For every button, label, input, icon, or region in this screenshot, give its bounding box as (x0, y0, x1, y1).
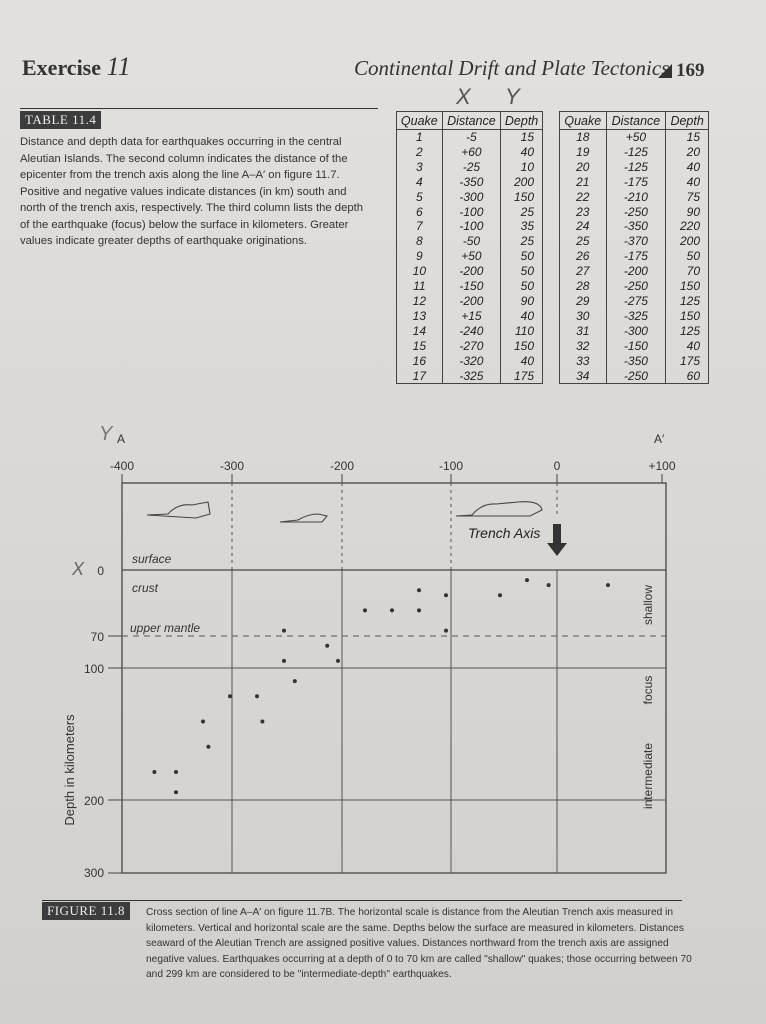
handwritten-x-figure: X (72, 559, 85, 579)
earthquake-point (417, 588, 421, 592)
depth-cell: 75 (666, 190, 709, 205)
distance-cell: +50 (442, 249, 501, 264)
distance-cell: -350 (606, 219, 666, 234)
distance-cell: -200 (442, 294, 501, 309)
trench-arrow-head (547, 543, 567, 556)
island-shape (280, 514, 327, 522)
figure-frame (122, 483, 666, 873)
quake-number-cell: 10 (397, 264, 443, 279)
depth-cell: 125 (666, 324, 709, 339)
label-a-prime: A′ (654, 432, 665, 446)
distance-cell: -250 (606, 369, 666, 384)
surface-label: surface (132, 552, 172, 566)
y-tick-label: 0 (97, 564, 104, 578)
earthquake-point (228, 694, 232, 698)
quake-number-cell: 32 (560, 339, 607, 354)
quake-number-cell: 24 (560, 219, 607, 234)
quake-number-cell: 20 (560, 160, 607, 175)
quake-number-cell: 2 (397, 145, 443, 160)
depth-cell: 90 (501, 294, 543, 309)
quake-number-cell: 6 (397, 205, 443, 220)
quake-number-cell: 31 (560, 324, 607, 339)
depth-cell: 70 (666, 264, 709, 279)
earthquake-point (444, 629, 448, 633)
x-tick-label: -200 (329, 459, 355, 473)
depth-cell: 150 (501, 190, 543, 205)
col-header-distance: Distance (606, 112, 666, 130)
distance-cell: -50 (442, 234, 501, 249)
x-tick-marks (122, 474, 662, 483)
distance-cell: +15 (442, 309, 501, 324)
quake-number-cell: 33 (560, 354, 607, 369)
distance-cell: -210 (606, 190, 666, 205)
depth-cell: 35 (501, 219, 543, 234)
depth-cell: 175 (666, 354, 709, 369)
quake-number-cell: 19 (560, 145, 607, 160)
quake-number-cell: 28 (560, 279, 607, 294)
earthquake-point (547, 583, 551, 587)
depth-cell: 90 (666, 205, 709, 220)
distance-cell: -100 (442, 219, 501, 234)
col-header-depth: Depth (666, 112, 709, 130)
quake-number-cell: 25 (560, 234, 607, 249)
distance-cell: +50 (606, 130, 666, 145)
earthquake-point (260, 720, 264, 724)
quake-number-cell: 34 (560, 369, 607, 384)
distance-cell: -150 (442, 279, 501, 294)
quake-number-cell: 27 (560, 264, 607, 279)
depth-cell: 150 (666, 279, 709, 294)
depth-cell: 150 (666, 309, 709, 324)
quake-number-cell: 30 (560, 309, 607, 324)
island-shape (147, 502, 210, 518)
y-tick-label: 100 (83, 662, 104, 676)
earthquake-point (417, 608, 421, 612)
earthquake-point (201, 720, 205, 724)
depth-cell: 50 (666, 249, 709, 264)
earthquake-points (152, 578, 610, 794)
crust-label: crust (132, 581, 159, 595)
label-a: A (117, 432, 126, 446)
earthquake-point (336, 659, 340, 663)
figure-caption: Cross section of line A–A′ on figure 11.7B. The horizontal scale is distance from the Aleutian Trench axis measured in kilometers. Vertical and horizontal scale are the same. Depths below the surface are measured in kilometers. Distances seaward of the Aleutian Trench are assigned positive values. Distances northward from the trench axis are assigned negative values. Earthquakes occurring at a depth of 0 to 70 km are called "shallow" quakes; those occurring between 70 and 299 km are considered to be "intermediate-depth" earthquakes. (146, 907, 692, 981)
table-caption: Distance and depth data for earthquakes occurring in the central Aleutian Islands. The second column indicates the distance of the epicenter from the trench axis along the line A–A′ on figure 11.7. Positive and negative values indicate distances (in km) south and north of the trench axis, respectively. The third column lists the depth of the earthquake (focus) below the surface in kilometers. Greater values indicate greater depths of earthquake originations. (20, 136, 364, 247)
quake-number-cell: 17 (397, 369, 443, 384)
quake-number-cell: 7 (397, 219, 443, 234)
earthquake-point (606, 583, 610, 587)
y-axis-label: Depth in kilometers (62, 714, 77, 826)
exercise-number: 11 (106, 52, 131, 81)
distance-cell: -320 (442, 354, 501, 369)
col-header-quake: Quake (397, 112, 443, 130)
depth-cell: 50 (501, 264, 543, 279)
distance-cell: -325 (442, 369, 501, 384)
x-tick-label: 0 (553, 459, 561, 473)
distance-cell: -350 (606, 354, 666, 369)
quake-number-cell: 8 (397, 234, 443, 249)
table-tag: TABLE 11.4 (20, 111, 101, 129)
earthquake-point (206, 745, 210, 749)
earthquake-point (325, 644, 329, 648)
distance-cell: -300 (442, 190, 501, 205)
quake-number-cell: 12 (397, 294, 443, 309)
x-tick-label: +100 (648, 459, 676, 473)
handwritten-y-table: Y (505, 84, 520, 109)
vertical-grid-lines (232, 570, 557, 873)
earthquake-point (282, 629, 286, 633)
quake-number-cell: 4 (397, 175, 443, 190)
island-shape (456, 502, 542, 516)
page-number: 169 (676, 60, 705, 81)
quake-number-cell: 26 (560, 249, 607, 264)
depth-cell: 175 (501, 369, 543, 384)
quake-number-cell: 9 (397, 249, 443, 264)
depth-cell: 25 (501, 234, 543, 249)
distance-cell: -25 (442, 160, 501, 175)
depth-cell: 200 (501, 175, 543, 190)
distance-cell: -175 (606, 175, 666, 190)
quake-number-cell: 5 (397, 190, 443, 205)
y-tick-label: 70 (90, 630, 104, 644)
depth-cell: 125 (666, 294, 709, 309)
distance-cell: +60 (442, 145, 501, 160)
depth-cell: 200 (666, 234, 709, 249)
depth-cell: 25 (501, 205, 543, 220)
depth-cell: 15 (501, 130, 543, 145)
quake-number-cell: 14 (397, 324, 443, 339)
trench-arrow-icon (553, 524, 561, 544)
quake-number-cell: 22 (560, 190, 607, 205)
depth-cell: 110 (501, 324, 543, 339)
quake-number-cell: 3 (397, 160, 443, 175)
col-header-distance: Distance (442, 112, 501, 130)
distance-cell: -325 (606, 309, 666, 324)
depth-cell: 40 (501, 309, 543, 324)
distance-cell: -150 (606, 339, 666, 354)
earthquake-point (282, 659, 286, 663)
distance-cell: -240 (442, 324, 501, 339)
y-tick-label: 300 (83, 866, 104, 880)
distance-cell: -125 (606, 145, 666, 160)
earthquake-point (525, 578, 529, 582)
distance-cell: -5 (442, 130, 501, 145)
distance-cell: -100 (442, 205, 501, 220)
depth-cell: 20 (666, 145, 709, 160)
earthquake-point (174, 790, 178, 794)
depth-cell: 40 (666, 175, 709, 190)
chapter-title: Continental Drift and Plate Tectonics (354, 56, 670, 80)
earthquake-point (390, 608, 394, 612)
quake-number-cell: 18 (560, 130, 607, 145)
quake-number-cell: 11 (397, 279, 443, 294)
trench-axis-label: Trench Axis (468, 525, 541, 541)
earthquake-point (255, 694, 259, 698)
earthquake-point (444, 593, 448, 597)
shallow-label: shallow (641, 584, 655, 626)
depth-cell: 150 (501, 339, 543, 354)
depth-cell: 40 (666, 160, 709, 175)
depth-cell: 40 (501, 145, 543, 160)
quake-number-cell: 29 (560, 294, 607, 309)
quake-number-cell: 13 (397, 309, 443, 324)
figure-tag: FIGURE 11.8 (42, 902, 130, 920)
intermediate-label: intermediate (641, 742, 655, 810)
handwritten-x-table: X (456, 84, 471, 109)
depth-cell: 15 (666, 130, 709, 145)
distance-cell: -350 (442, 175, 501, 190)
x-tick-label: -300 (219, 459, 245, 473)
earthquake-point (363, 608, 367, 612)
distance-cell: -200 (606, 264, 666, 279)
x-tick-label: -100 (438, 459, 464, 473)
y-tick-marks (108, 636, 122, 873)
earthquake-point (174, 770, 178, 774)
y-tick-label: 200 (83, 794, 104, 808)
distance-cell: -250 (606, 205, 666, 220)
depth-cell: 40 (666, 339, 709, 354)
quake-number-cell: 15 (397, 339, 443, 354)
depth-cell: 220 (666, 219, 709, 234)
distance-cell: -250 (606, 279, 666, 294)
distance-cell: -370 (606, 234, 666, 249)
focus-label: focus (641, 675, 655, 705)
col-header-depth: Depth (501, 112, 543, 130)
exercise-label: Exercise (22, 55, 102, 80)
col-header-quake: Quake (560, 112, 607, 130)
depth-cell: 40 (501, 354, 543, 369)
quake-number-cell: 23 (560, 205, 607, 220)
quake-number-cell: 16 (397, 354, 443, 369)
depth-cell: 50 (501, 249, 543, 264)
earthquake-point (293, 679, 297, 683)
figure-caption-rule (42, 900, 682, 901)
distance-cell: -275 (606, 294, 666, 309)
distance-cell: -200 (442, 264, 501, 279)
earthquake-point (152, 770, 156, 774)
earthquake-point (498, 593, 502, 597)
depth-cell: 60 (666, 369, 709, 384)
quake-number-cell: 1 (397, 130, 443, 145)
distance-cell: -125 (606, 160, 666, 175)
distance-cell: -270 (442, 339, 501, 354)
depth-cell: 10 (501, 160, 543, 175)
x-tick-label: -400 (109, 459, 135, 473)
distance-cell: -300 (606, 324, 666, 339)
quake-number-cell: 21 (560, 175, 607, 190)
depth-cell: 50 (501, 279, 543, 294)
upper-mantle-label: upper mantle (130, 621, 201, 635)
distance-cell: -175 (606, 249, 666, 264)
handwritten-y-figure: Y (99, 423, 113, 445)
